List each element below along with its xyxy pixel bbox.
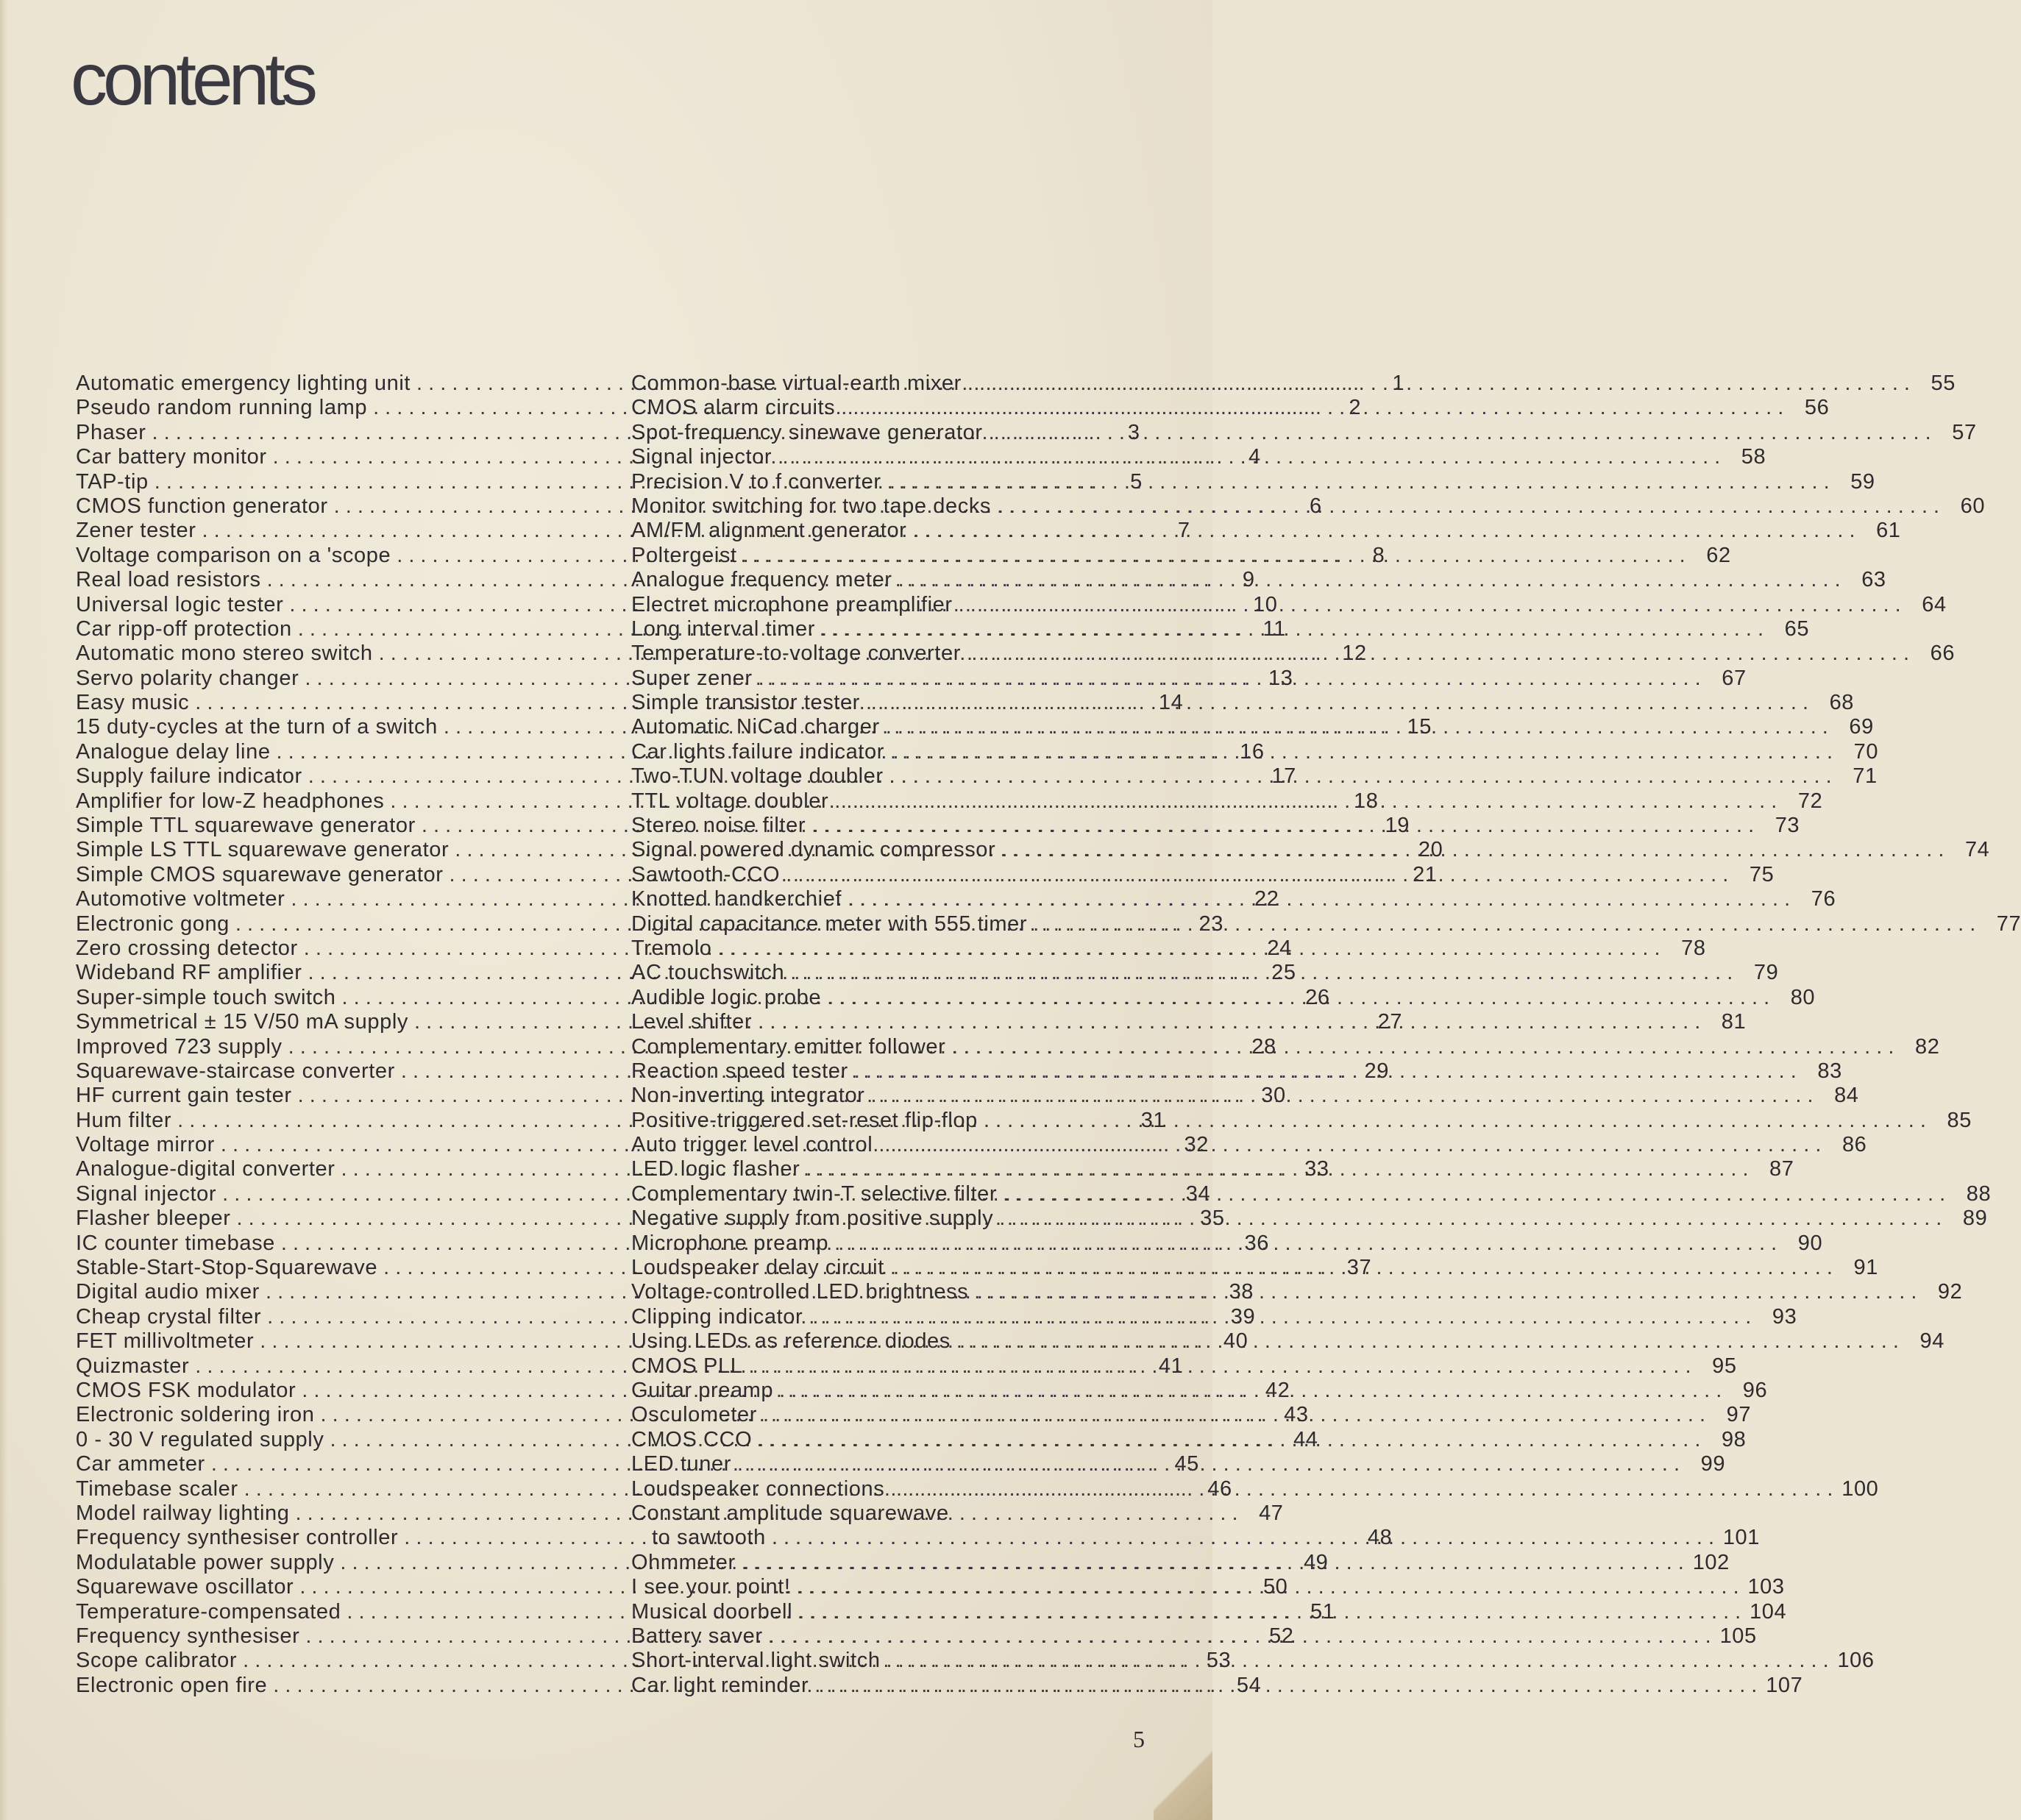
toc-entry-title: Supply failure indicator: [76, 764, 302, 789]
toc-entry-page: 84: [1834, 1084, 1859, 1108]
toc-entry-title: Two-TUN voltage doubler: [631, 764, 884, 789]
toc-entry-title: Electronic soldering iron: [76, 1403, 315, 1427]
toc-entry-page: 28: [1251, 1034, 1276, 1059]
toc-leader-dots: [821, 986, 1774, 1010]
toc-entry-page: 18: [1353, 789, 1379, 813]
toc-entry-page: 103: [1747, 1575, 1785, 1599]
toc-leader-dots: [951, 1329, 1903, 1354]
toc-leader-dots: [995, 838, 1948, 862]
toc-entry-title: Sawtooth-CCO: [631, 862, 781, 886]
toc-leader-dots: [962, 372, 1914, 396]
toc-entry-title: Improved 723 supply: [76, 1034, 283, 1059]
toc-leader-dots: [993, 1206, 1946, 1231]
toc-entry-title: Wideband RF amplifier: [76, 961, 302, 985]
toc-entry-page: 9: [1242, 568, 1255, 592]
toc-entry-page: 6: [1310, 494, 1322, 518]
toc-entry-page: 78: [1681, 936, 1706, 960]
toc-leader-dots: [880, 715, 1833, 739]
toc-entry-title: Electronic open fire: [76, 1673, 268, 1697]
toc-leader-dots: [864, 1084, 1817, 1108]
toc-leader-dots: [884, 764, 1836, 789]
toc-entry-title: Voltage mirror: [76, 1133, 215, 1157]
toc-leader-dots: [953, 593, 1905, 617]
toc-leader-dots: [906, 519, 1859, 543]
toc-entry-title: Reaction speed tester: [631, 1059, 848, 1083]
toc-entry-page: 49: [1303, 1550, 1329, 1574]
toc-entry-page: 94: [1919, 1329, 1944, 1354]
toc-entry-page: 70: [1853, 739, 1879, 764]
toc-entry-title: Common-base virtual-earth mixer: [631, 371, 962, 395]
toc-entry-page: 56: [1804, 396, 1830, 420]
toc-entry-title: Musical doorbell: [631, 1599, 793, 1624]
toc-entry-page: 71: [1853, 764, 1878, 789]
toc-entry-title: Model railway lighting: [76, 1501, 290, 1525]
toc-entry-page: 30: [1261, 1084, 1286, 1108]
toc-leader-dots: [997, 1182, 1950, 1206]
toc-entry-page: 87: [1769, 1157, 1794, 1181]
toc-entry: [631, 568, 1886, 592]
toc-entry-page: 37: [1346, 1256, 1372, 1280]
toc-leader-dots: [1027, 912, 1980, 936]
toc-entry-page: 26: [1305, 985, 1330, 1009]
toc-entry-title: Monitor switching for two tape decks: [631, 494, 992, 518]
toc-entry-title: 0 - 30 V regulated supply: [76, 1427, 324, 1451]
toc-leader-dots: [835, 396, 1788, 420]
toc-leader-dots: [780, 863, 1733, 887]
toc-entry-title: Squarewave-staircase converter: [76, 1059, 395, 1083]
toc-entry-page: 36: [1244, 1231, 1270, 1255]
toc-entry-title: Servo polarity changer: [76, 666, 299, 690]
toc-leader-dots: [806, 814, 1758, 838]
toc-leader-dots: [752, 1428, 1705, 1452]
toc-entry-title: Automatic mono stereo switch: [76, 641, 373, 666]
toc-entry-title: Short-interval light switch: [631, 1649, 881, 1673]
toc-entry-page: 33: [1304, 1157, 1329, 1181]
toc-entry-page: 98: [1721, 1427, 1747, 1451]
toc-entry-page: 93: [1772, 1304, 1797, 1329]
toc-entry-title: Simple transistor tester: [631, 691, 860, 715]
toc-entry-title: Electronic gong: [76, 911, 230, 936]
toc-entry-title: Stereo noise filter: [631, 814, 806, 838]
toc-entry-title: Stable-Start-Stop-Squarewave: [76, 1256, 378, 1280]
toc-entry-title: Ohmmeter: [631, 1550, 736, 1574]
toc-entry-title: CMOS CCO: [631, 1427, 753, 1451]
toc-entry-title: Constant amplitude squarewave: [631, 1501, 949, 1525]
toc-entry-title: Cheap crystal filter: [76, 1304, 262, 1329]
toc-entry-page: 22: [1254, 887, 1279, 911]
toc-entry-title: Poltergeist: [631, 543, 737, 567]
toc-entry-page: 38: [1229, 1280, 1254, 1304]
toc-entry-page: 20: [1418, 838, 1443, 862]
toc-entry-title: Super zener: [631, 666, 753, 690]
toc-entry: [631, 396, 1830, 420]
toc-entry-page: 65: [1784, 616, 1810, 641]
toc-entry: [631, 371, 1956, 396]
toc-entry-title: Signal injector: [76, 1181, 217, 1206]
toc-entry-page: 86: [1841, 1133, 1867, 1157]
toc-entry-page: 76: [1811, 887, 1836, 911]
toc-entry-title: Precision V to f converter: [631, 469, 881, 494]
toc-entry: [631, 519, 1901, 543]
toc-leader-dots: [848, 1059, 1801, 1084]
toc-entry-title: Positive-triggered set-reset flip-flop: [631, 1108, 978, 1132]
toc-entry-title: Simple LS TTL squarewave generator: [76, 838, 450, 862]
toc-entry-title: Analogue frequency meter: [631, 568, 892, 592]
toc-entry: [631, 469, 1875, 494]
toc-entry-page: 23: [1198, 911, 1223, 936]
toc-entry-title: Loudspeaker delay circuit: [631, 1256, 884, 1280]
toc-leader-dots: [803, 1305, 1755, 1329]
toc-entry-page: 25: [1271, 961, 1296, 985]
toc-entry: [631, 420, 1977, 445]
toc-entry-title: Voltage-controlled LED brightness: [631, 1280, 969, 1304]
toc-entry-title: Level shifter: [631, 1010, 753, 1034]
toc-entry-title: IC counter timebase: [76, 1231, 275, 1255]
toc-entry-page: 13: [1268, 666, 1293, 690]
toc-leader-dots: [766, 1526, 1719, 1550]
toc-entry-title: Squarewave oscillator: [76, 1575, 294, 1599]
toc-entry-title: Quizmaster: [76, 1354, 190, 1378]
toc-entry-page: 101: [1722, 1526, 1761, 1550]
toc-entry-page: 2: [1349, 396, 1362, 420]
toc-entry-title: Hum filter: [76, 1108, 172, 1132]
toc-entry-page: 79: [1753, 961, 1779, 985]
toc-entry-page: 72: [1797, 789, 1823, 813]
page-corner-fold: [1154, 1739, 1212, 1820]
toc-entry-page: 7: [1177, 519, 1190, 543]
toc-entry-title: Electret microphone preamplifier: [631, 592, 953, 616]
toc-entry-title: Modulatable power supply: [76, 1550, 335, 1574]
toc-entry-title: Super-simple touch switch: [76, 985, 336, 1009]
toc-entry-title: Temperature-compensated: [76, 1599, 341, 1624]
toc-entry-page: 61: [1876, 519, 1901, 543]
toc-entry-title: I see your point!: [631, 1575, 791, 1599]
toc-entry-title: TTL voltage doubler: [631, 789, 829, 813]
toc-leader-dots: [884, 740, 1837, 764]
toc-entry-title: Digital audio mixer: [76, 1280, 260, 1304]
toc-entry-title: 15 duty-cycles at the turn of a switch: [76, 715, 438, 739]
toc-entry-page: 83: [1817, 1059, 1842, 1083]
toc-entry-page: 43: [1284, 1403, 1309, 1427]
toc-entry-page: 63: [1861, 568, 1886, 592]
toc-entry-page: 52: [1268, 1624, 1294, 1648]
toc-entry-title: Complementary twin-T selective filter: [631, 1181, 998, 1206]
toc-entry-page: 12: [1342, 641, 1367, 666]
toc-entry-title: Loudspeaker connections: [631, 1476, 885, 1501]
toc-entry: [631, 1501, 1150, 1526]
toc-entry-page: 100: [1841, 1476, 1879, 1501]
toc-entry-page: 95: [1712, 1354, 1737, 1378]
toc-entry-title: Non-inverting integrator: [631, 1084, 865, 1108]
toc-entry-page: 68: [1829, 691, 1855, 715]
toc-entry-title: Zero crossing detector: [76, 936, 298, 960]
toc-entry-page: 85: [1947, 1108, 1972, 1132]
toc-leader-dots: [772, 445, 1725, 469]
toc-entry-page: 55: [1931, 371, 1956, 395]
toc-entry-page: 67: [1722, 666, 1747, 690]
toc-entry-page: 48: [1367, 1526, 1393, 1550]
toc-entry-title: Timebase scaler: [76, 1476, 238, 1501]
toc-entry-page: 14: [1158, 691, 1184, 715]
toc-entry-page: 24: [1267, 936, 1292, 960]
toc-entry-page: 90: [1797, 1231, 1823, 1255]
toc-entry-title: Negative supply from positive supply: [631, 1206, 994, 1231]
toc-leader-dots: [828, 1231, 1781, 1256]
toc-entry-page: 3: [1127, 420, 1140, 444]
toc-entry-page: 51: [1310, 1599, 1335, 1624]
toc-entry-title: Easy music: [76, 691, 190, 715]
toc-entry-page: 5: [1130, 469, 1143, 494]
toc-leader-dots: [815, 617, 1768, 641]
toc-entry-page: 1: [1392, 371, 1405, 395]
toc-leader-dots: [873, 1133, 1825, 1157]
toc-entry-page: 15: [1407, 715, 1432, 739]
toc-entry-page: 41: [1158, 1354, 1184, 1378]
toc-entry-title: Complementary emitter follower: [631, 1034, 946, 1059]
toc-leader-dots: [884, 1256, 1837, 1280]
toc-entry-page: 92: [1937, 1280, 1963, 1304]
toc-entry-page: 17: [1271, 764, 1296, 789]
toc-entry-title: Knotted handkerchief: [631, 887, 842, 911]
toc-entry-title: Tremolo: [631, 936, 712, 960]
toc-entry-title: Universal logic tester: [76, 592, 284, 616]
toc-leader-dots: [978, 1109, 1931, 1133]
toc-entry-title: to sawtooth: [652, 1526, 766, 1550]
toc-entry-page: 32: [1184, 1133, 1210, 1157]
toc-entry-page: 58: [1741, 445, 1766, 469]
toc-entry-title: Frequency synthesiser: [76, 1624, 300, 1648]
toc-entry-title: Battery saver: [631, 1624, 763, 1648]
toc-leader-dots: [983, 421, 1936, 445]
toc-entry-page: 27: [1377, 1010, 1403, 1034]
toc-entry-title: Automatic NiCad charger: [631, 715, 880, 739]
toc-entry-title: Zener tester: [76, 519, 196, 543]
toc-entry-page: 81: [1721, 1010, 1747, 1034]
page-title: contents: [71, 38, 314, 121]
toc-leader-dots: [737, 544, 1690, 568]
toc-leader-dots: [881, 1649, 1833, 1673]
toc-entry-title: Car light reminder: [631, 1673, 809, 1697]
toc-leader-dots: [736, 1551, 1688, 1575]
toc-entry-title: Automotive voltmeter: [76, 887, 285, 911]
toc-entry-page: 97: [1726, 1403, 1752, 1427]
toc-entry-title: Simple TTL squarewave generator: [76, 814, 416, 838]
toc-entry-page: 45: [1174, 1452, 1199, 1476]
toc-entry-page: 73: [1775, 814, 1800, 838]
toc-entry-page: 44: [1293, 1427, 1318, 1451]
toc-entry-title: Digital capacitance meter with 555 timer: [631, 911, 1028, 936]
toc-entry-page: 105: [1719, 1624, 1757, 1648]
toc-entry-title: Auto trigger level control: [631, 1133, 873, 1157]
toc-entry-page: 99: [1700, 1452, 1726, 1476]
page-edge-shadow: [0, 0, 7, 1820]
toc-entry-page: 50: [1262, 1575, 1288, 1599]
toc-entry-title: HF current gain tester: [76, 1084, 292, 1108]
toc-entry-title: Pseudo random running lamp: [76, 396, 368, 420]
toc-entry-page: 75: [1749, 862, 1775, 886]
toc-leader-dots: [991, 494, 1944, 519]
toc-entry-page: 91: [1853, 1256, 1878, 1280]
toc-entry-title: Using LEDs as reference diodes: [631, 1329, 951, 1354]
toc-entry-title: AC touchswitch: [631, 961, 785, 985]
toc-entry-title: Temperature-to-voltage converter: [631, 641, 961, 666]
toc-entry-page: 96: [1742, 1379, 1768, 1402]
toc-entry-title: Car lights failure indicator: [631, 739, 884, 764]
toc-leader-dots: [809, 1674, 1761, 1698]
toc-entry-title: Audible logic probe: [631, 985, 822, 1009]
toc-entry-title: Scope calibrator: [76, 1649, 238, 1673]
toc-entry-page: 16: [1240, 739, 1265, 764]
toc-entry-title: Real load resistors: [76, 568, 261, 592]
toc-entry-page: 60: [1960, 494, 1986, 518]
toc-entry-page: 77: [1996, 911, 2021, 936]
toc-entry-page: 62: [1706, 543, 1731, 567]
toc-leader-dots: [881, 470, 1834, 494]
toc-entry-title: Voltage comparison on a 'scope: [76, 543, 391, 567]
toc-leader-dots: [968, 1280, 1921, 1304]
toc-entry-page: 59: [1850, 469, 1875, 494]
toc-entry-title: Osculometer: [631, 1403, 757, 1427]
toc-entry-title: CMOS FSK modulator: [76, 1379, 296, 1402]
toc-entry-page: 102: [1692, 1550, 1730, 1574]
toc-entry-title: AM/FM alignment generator: [631, 519, 907, 543]
toc-entry-title: Signal injector: [631, 445, 772, 469]
toc-leader-dots: [945, 1035, 1898, 1059]
toc-entry-page: 74: [1964, 838, 1990, 862]
toc-leader-dots: [731, 1452, 1684, 1476]
toc-entry-title: TAP-tip: [76, 469, 149, 494]
toc-entry-title: Guitar preamp: [631, 1379, 774, 1402]
toc-leader-dots: [711, 936, 1664, 961]
toc-leader-dots: [961, 641, 1914, 666]
toc-entry-title: LED logic flasher: [631, 1157, 800, 1181]
toc-entry-page: 4: [1248, 445, 1261, 469]
toc-entry-title: Automatic emergency lighting unit: [76, 371, 411, 395]
toc-entry-page: 47: [1259, 1501, 1284, 1525]
toc-entry-page: 69: [1849, 715, 1874, 739]
toc-entry-page: 104: [1750, 1599, 1787, 1624]
toc-entry-page: 10: [1252, 592, 1278, 616]
toc-leader-dots: [757, 1403, 1710, 1427]
toc-entry: [631, 445, 1766, 469]
toc-entry-title: Symmetrical ± 15 V/50 mA supply: [76, 1010, 408, 1034]
toc-leader-dots: [752, 1010, 1705, 1034]
toc-entry-page: 21: [1413, 862, 1438, 886]
toc-entry-page: 89: [1962, 1206, 1988, 1231]
toc-entry-page: 64: [1922, 592, 1947, 616]
toc-entry-title: Car ammeter: [76, 1452, 205, 1476]
toc-leader-dots: [784, 961, 1737, 985]
toc-leader-dots: [828, 789, 1781, 814]
toc-entry-title: Amplifier for low-Z headphones: [76, 789, 385, 813]
toc-entry-page: 34: [1185, 1181, 1211, 1206]
toc-entry-title: Flasher bleeper: [76, 1206, 231, 1231]
toc-entry-title: Clipping indicator: [631, 1304, 803, 1329]
toc-entry-title: Analogue delay line: [76, 739, 271, 764]
toc-entry-title: LED tuner: [631, 1452, 731, 1476]
toc-entry-title: CMOS PLL: [631, 1354, 743, 1378]
toc-entry-title: Phaser: [76, 420, 146, 444]
toc-entry-page: 11: [1262, 616, 1286, 641]
page-number: 5: [1133, 1726, 1145, 1752]
toc-entry-page: 29: [1364, 1059, 1389, 1083]
toc-leader-dots: [842, 887, 1794, 911]
toc-entry-title: Spot-frequency sinewave generator: [631, 420, 983, 444]
toc-leader-dots: [773, 1379, 1726, 1403]
toc-entry: [631, 543, 1731, 568]
toc-entry-page: 54: [1236, 1673, 1262, 1697]
toc-leader-dots: [800, 1157, 1752, 1181]
toc-entry-title: FET millivoltmeter: [76, 1329, 255, 1354]
toc-entry-title: Microphone preamp: [631, 1231, 829, 1255]
toc-entry-page: 39: [1230, 1304, 1256, 1329]
toc-entry-page: 88: [1966, 1181, 1992, 1206]
toc-leader-dots: [792, 1600, 1745, 1624]
toc-leader-dots: [884, 1477, 1837, 1501]
toc-entry: [631, 494, 1986, 519]
toc-leader-dots: [763, 1624, 1716, 1649]
toc-entry-page: 53: [1206, 1649, 1232, 1673]
toc-entry-page: 40: [1223, 1329, 1249, 1354]
toc-entry-page: 107: [1766, 1673, 1803, 1697]
toc-entry-page: 8: [1372, 543, 1385, 567]
toc-entry-page: 31: [1140, 1108, 1166, 1132]
toc-entry-title: Signal powered dynamic compressor: [631, 838, 996, 862]
toc-leader-dots: [753, 666, 1705, 691]
toc-leader-dots: [742, 1354, 1695, 1379]
toc-entry-title: CMOS alarm circuits: [631, 396, 836, 420]
toc-entry-title: Car battery monitor: [76, 445, 267, 469]
toc-entry-title: CMOS function generator: [76, 494, 328, 518]
toc-entry-page: 35: [1200, 1206, 1225, 1231]
toc-leader-dots: [860, 691, 1813, 715]
toc-entry-page: 66: [1930, 641, 1956, 666]
toc-leader-dots: [791, 1575, 1744, 1599]
toc-entry-page: 106: [1837, 1649, 1875, 1673]
toc-entry-title: Frequency synthesiser controller: [76, 1526, 399, 1550]
toc-entry-page: 46: [1207, 1476, 1232, 1501]
toc-entry-title: Long interval timer: [631, 616, 815, 641]
toc-entry-page: 82: [1914, 1034, 1940, 1059]
toc-entry-page: 42: [1265, 1379, 1290, 1402]
toc-entry-page: 19: [1385, 814, 1410, 838]
toc-leader-dots: [892, 568, 1845, 592]
toc-entry-page: 57: [1952, 420, 1977, 444]
toc-entry-title: Simple CMOS squarewave generator: [76, 862, 444, 886]
toc-entry-page: 80: [1790, 985, 1816, 1009]
toc-entry-title: Analogue-digital converter: [76, 1157, 335, 1181]
toc-entry-title: Car ripp-off protection: [76, 616, 292, 641]
